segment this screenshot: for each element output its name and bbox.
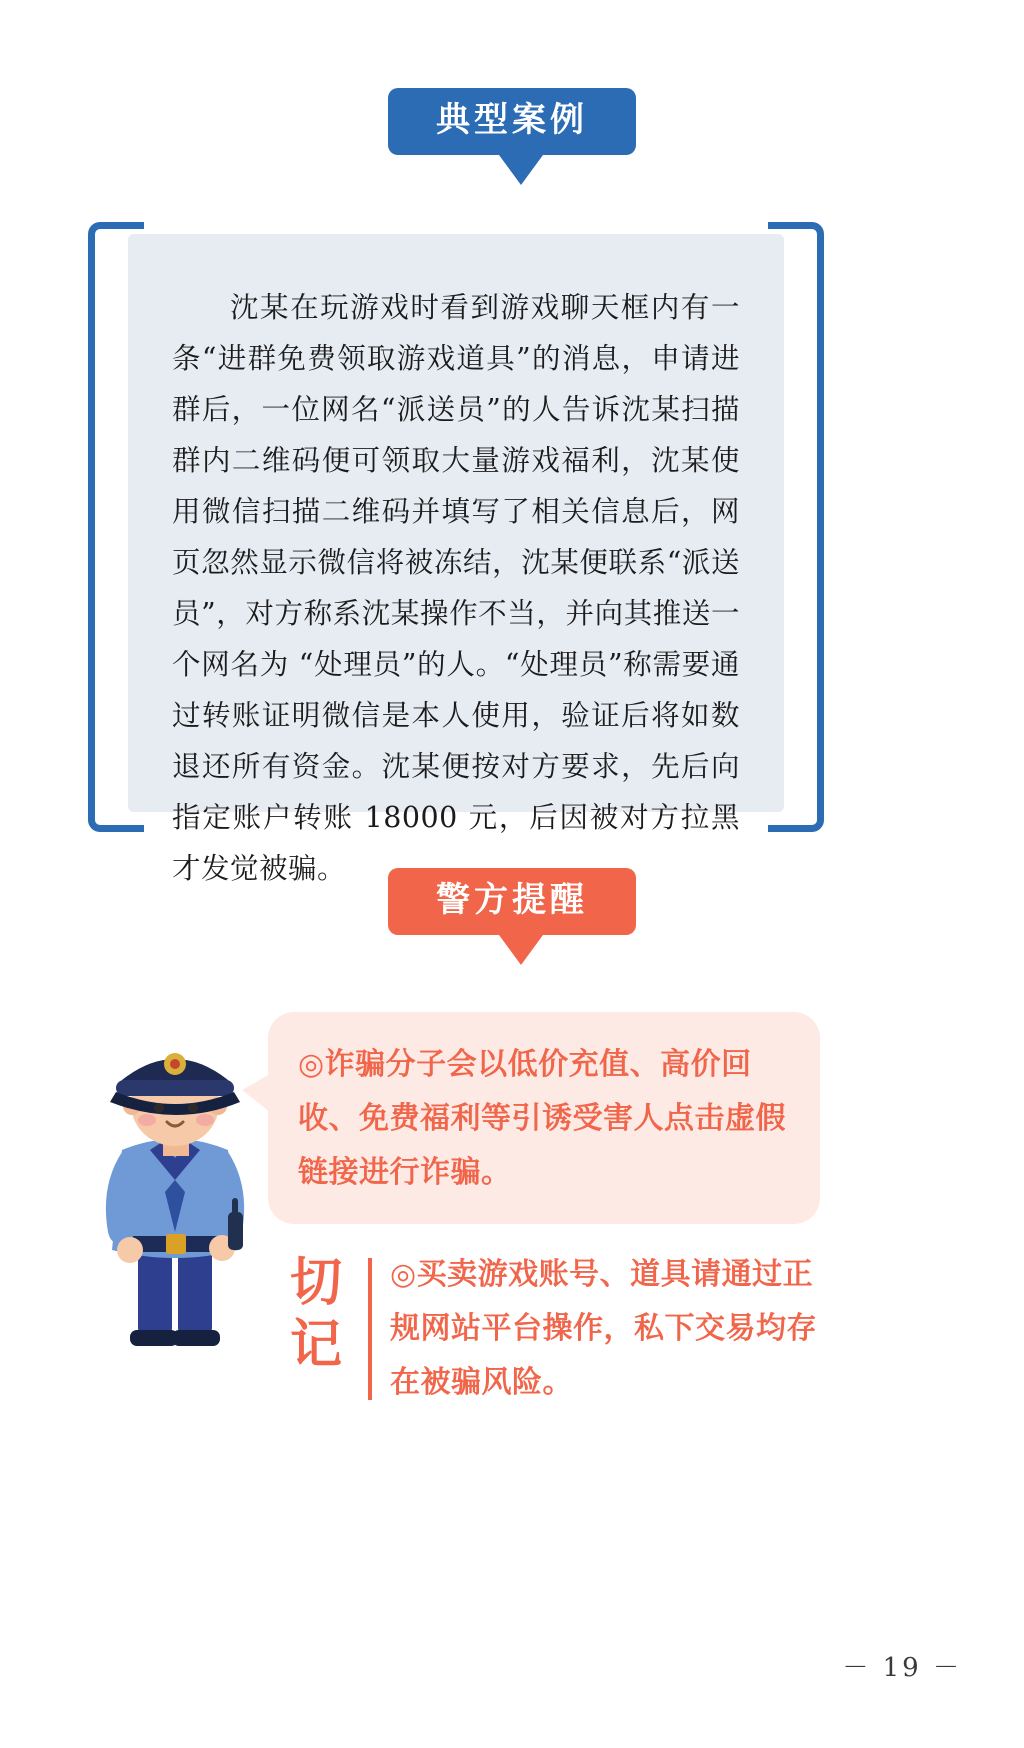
case-body	[128, 234, 784, 885]
case-badge-label: 典型案例	[388, 88, 636, 155]
police-tip-bubble	[268, 1012, 820, 1224]
police-officer-icon	[60, 1000, 290, 1360]
police-tip-text: ◎诈骗分子会以低价充值、高价回收、免费福利等引诱受害人点击虚假链接进行诈骗。	[298, 1047, 786, 1190]
remember-divider	[368, 1258, 372, 1400]
police-badge-group	[0, 868, 1024, 965]
police-badge-tail-icon	[499, 935, 543, 965]
remember-block	[268, 1248, 824, 1410]
page-number: － 19 －	[842, 1653, 962, 1683]
remember-text: ◎买卖游戏账号、道具请通过正规网站平台操作，私下交易均存在被骗风险。	[390, 1257, 817, 1400]
case-paragraph: 沈某在玩游戏时看到游戏聊天框内有一条“进群免费领取游戏道具”的消息，申请进群后，一位网名“派送员”的人告诉沈某扫描群内二维码便可领取大量游戏福利，沈某使用微信扫描二维码并填写了相关信息后，网页忽然显示微信将被冻结，沈某便联系“派送员”，对方称系沈某操作不当，并向其推送一个网名为 “处理员”的人。“处理员”称需要通过转账证明微信是本人使用，验证后将如数退还所有资金。沈某便按对方要求，先后向指定账户转账 18000 元，后因被对方拉黑才发觉被骗。	[172, 291, 740, 885]
police-badge-label: 警方提醒	[388, 868, 636, 935]
case-frame	[88, 222, 824, 885]
case-badge-group	[0, 88, 1024, 185]
remember-label: 切记	[289, 1252, 342, 1375]
case-badge-tail-icon	[499, 155, 543, 185]
